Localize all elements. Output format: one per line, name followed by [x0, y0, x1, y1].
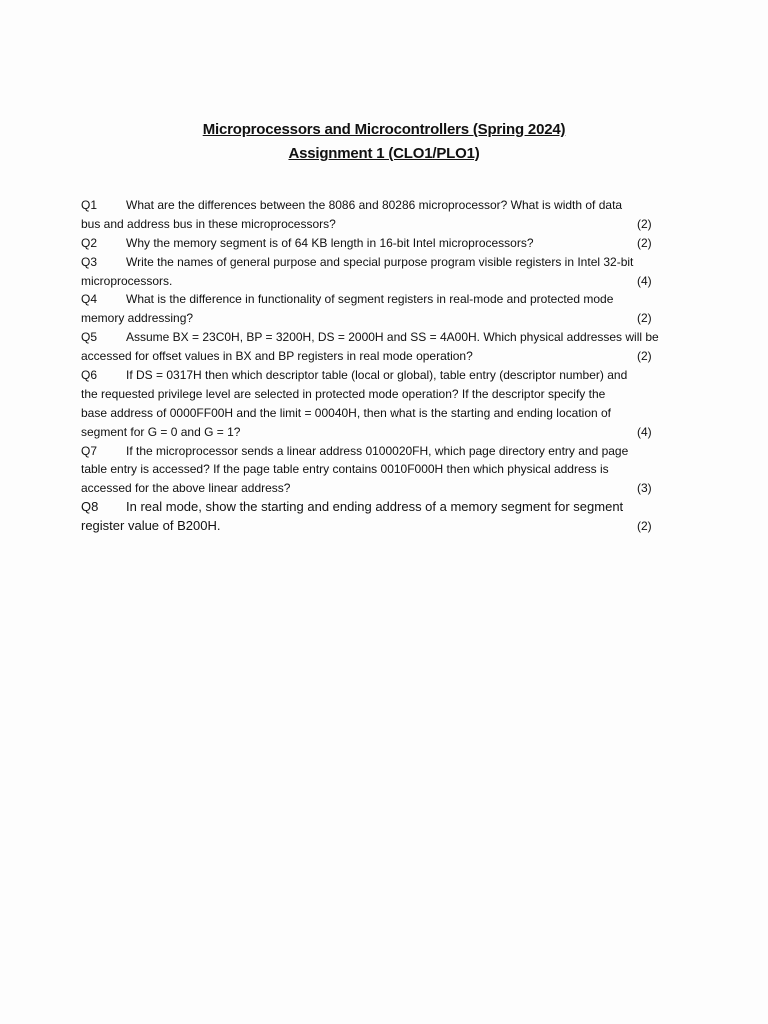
- question-line: [81, 366, 681, 385]
- question-line: [81, 196, 681, 215]
- question-line: [81, 479, 681, 498]
- document-title: Microprocessors and Microcontrollers (Spring 2024): [202, 121, 566, 138]
- question-marks: (4): [637, 424, 652, 439]
- question-text: accessed for the above linear address?: [81, 481, 291, 496]
- question-number: Q8: [81, 499, 99, 515]
- question-line: [81, 460, 681, 479]
- question-text: What is the difference in functionality of segment registers in real-mode and protected mode: [126, 292, 614, 307]
- question-line: [81, 404, 681, 423]
- question-marks: (2): [637, 349, 652, 364]
- question-line: [81, 253, 681, 272]
- question-number: Q4: [81, 292, 98, 307]
- question-number: Q6: [81, 368, 98, 383]
- question-line: [81, 215, 681, 234]
- question-text: Assume BX = 23C0H, BP = 3200H, DS = 2000H and SS = 4A00H. Which physical addresses will be: [126, 330, 659, 345]
- question-text: register value of B200H.: [81, 518, 221, 534]
- question-q1: [81, 196, 681, 234]
- question-q2: [81, 234, 681, 253]
- question-text: In real mode, show the starting and ending address of a memory segment for segment: [126, 499, 624, 515]
- question-line: [81, 347, 681, 366]
- question-q6: [81, 366, 681, 442]
- question-text: memory addressing?: [81, 311, 194, 326]
- question-marks: (4): [637, 273, 652, 288]
- question-line: [81, 498, 681, 517]
- question-text: bus and address bus in these microprocessors?: [81, 216, 336, 231]
- question-line: [81, 234, 681, 253]
- question-marks: (2): [637, 216, 652, 231]
- question-number: Q2: [81, 235, 98, 250]
- question-marks: (3): [637, 481, 652, 496]
- question-text: Why the memory segment is of 64 KB length in 16-bit Intel microprocessors?: [126, 235, 534, 250]
- question-text: segment for G = 0 and G = 1?: [81, 424, 241, 439]
- question-number: Q5: [81, 330, 98, 345]
- question-number: Q3: [81, 254, 98, 269]
- question-list: [81, 196, 681, 536]
- question-number: Q7: [81, 443, 98, 458]
- question-line: [81, 517, 681, 536]
- question-q4: [81, 290, 681, 328]
- question-line: [81, 423, 681, 442]
- question-q5: [81, 328, 681, 366]
- question-text: table entry is accessed? If the page table entry contains 0010F000H then which physical address is: [81, 462, 609, 477]
- question-marks: (2): [637, 519, 652, 534]
- question-text: If the microprocessor sends a linear address 0100020FH, which page directory entry and page: [126, 443, 629, 458]
- question-line: [81, 272, 681, 291]
- question-text: If DS = 0317H then which descriptor table (local or global), table entry (descriptor number) and: [126, 368, 628, 383]
- question-text: base address of 0000FF00H and the limit = 00040H, then what is the starting and ending location of: [81, 405, 612, 420]
- question-line: [81, 328, 681, 347]
- question-q7: [81, 442, 681, 499]
- document-subtitle: Assignment 1 (CLO1/PLO1): [288, 145, 480, 162]
- question-text: Write the names of general purpose and special purpose program visible registers in Intel 32-bit: [126, 254, 634, 269]
- question-marks: (2): [637, 235, 652, 250]
- question-text: accessed for offset values in BX and BP registers in real mode operation?: [81, 349, 473, 364]
- question-text: What are the differences between the 8086 and 80286 microprocessor? What is width of data: [126, 198, 623, 212]
- question-line: [81, 290, 681, 309]
- question-line: [81, 442, 681, 461]
- question-q3: [81, 253, 681, 291]
- question-text: the requested privilege level are selected in protected mode operation? If the descriptor specify the: [81, 386, 606, 401]
- question-q8: [81, 498, 681, 536]
- question-line: [81, 309, 681, 328]
- question-line: [81, 385, 681, 404]
- question-number: Q1: [81, 198, 98, 212]
- question-text: microprocessors.: [81, 273, 173, 288]
- question-marks: (2): [637, 311, 652, 326]
